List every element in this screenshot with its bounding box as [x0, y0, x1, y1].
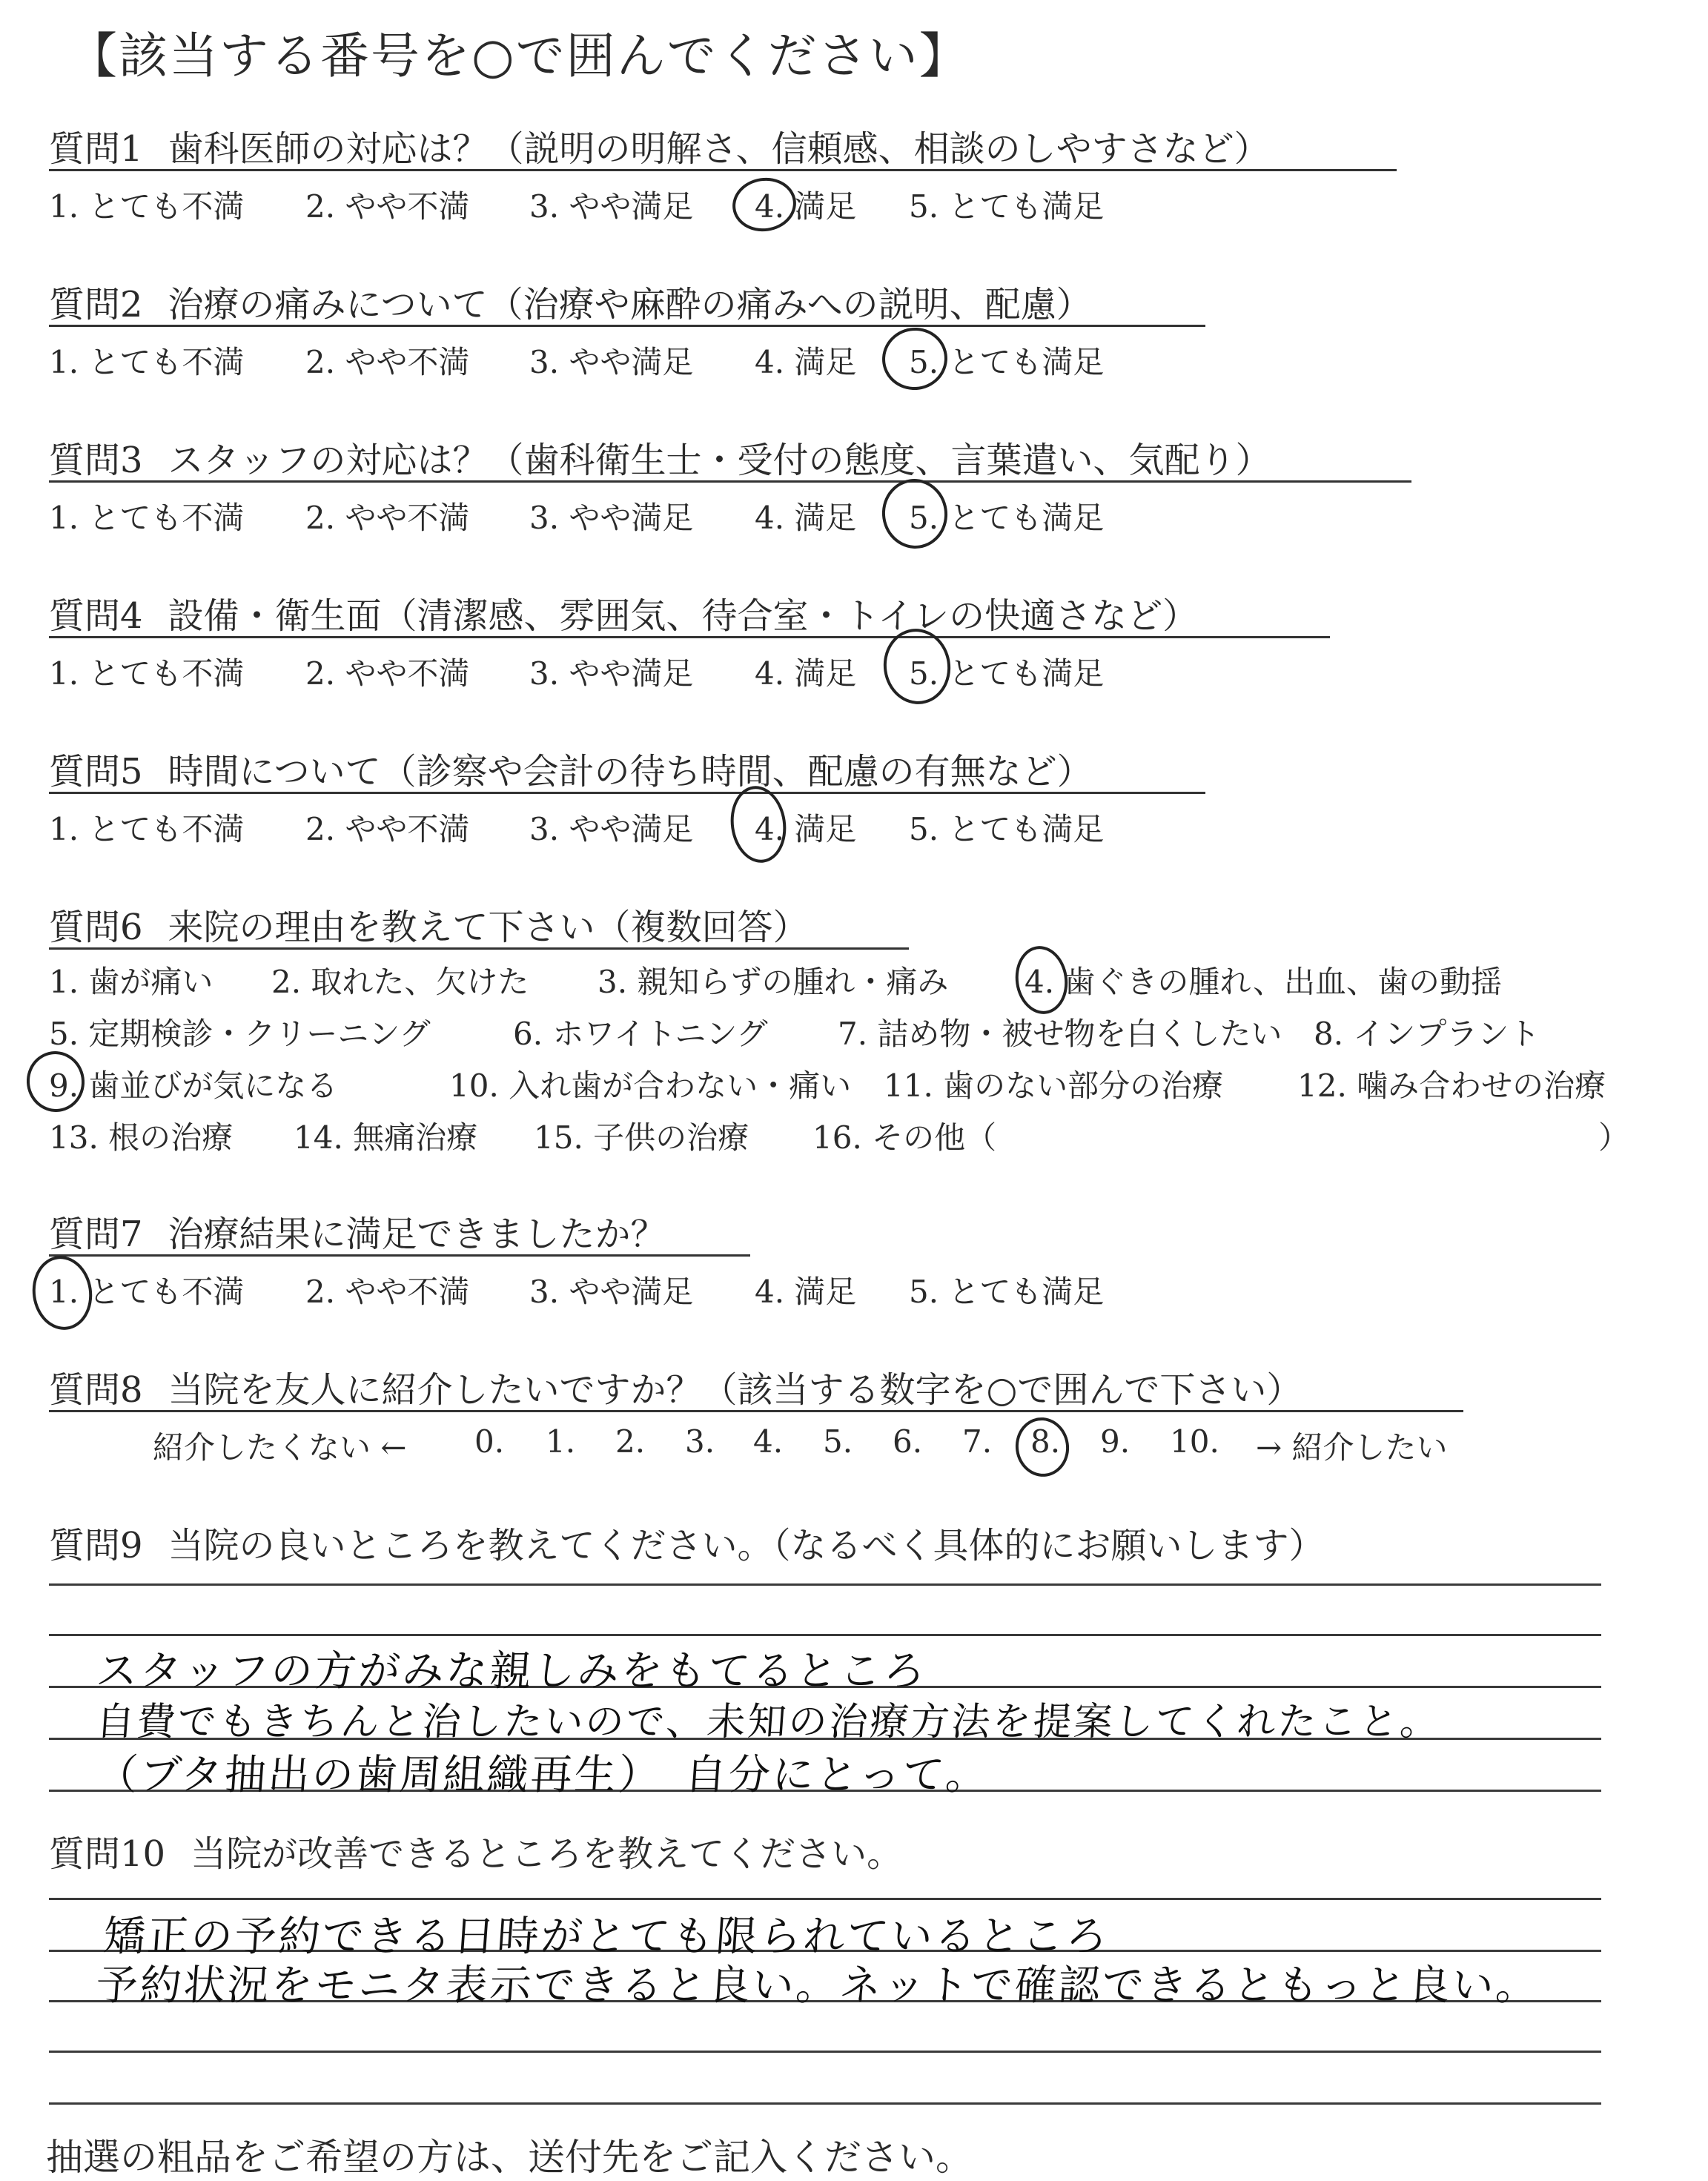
q7-option-1[interactable]: 1. とても不満 [49, 1274, 245, 1310]
q7-option-5[interactable]: 5. とても満足 [909, 1274, 1105, 1310]
q3-option-2[interactable]: 2. やや不満 [305, 500, 470, 536]
q4-option-4[interactable]: 4. 満足 [755, 655, 857, 692]
question-5-underline [49, 792, 1205, 794]
question-1-number: 質問1 [49, 128, 143, 170]
question-5-heading [49, 743, 1093, 794]
question-3-underline [49, 480, 1411, 483]
q6-option-7[interactable]: 7. 詰め物・被せ物を白くしたい [838, 1016, 1282, 1052]
question-10-number: 質問10 [49, 1833, 166, 1875]
footer-note: 抽選の粗品をご希望の方は、送付先をご記入ください。 [46, 2136, 973, 2179]
q7-selection-circle [27, 1252, 96, 1334]
q6-option-12[interactable]: 12. 噛み合わせの治療 [1297, 1068, 1606, 1104]
q9-handwritten-answer-3: （ブタ抽出の歯周組織再生） 自分にとって。 [94, 1751, 991, 1799]
q5-option-2[interactable]: 2. やや不満 [305, 811, 470, 847]
q6-option-9[interactable]: 9. 歯並びが気になる [49, 1068, 338, 1104]
question-3-text: スタッフの対応は？（歯科衛生士・受付の態度、言葉遣い、気配り） [168, 440, 1271, 481]
q6-option-5[interactable]: 5. 定期検診・クリーニング [49, 1016, 431, 1052]
question-2-heading [49, 276, 1092, 327]
question-9-heading [49, 1517, 1325, 1568]
q4-option-3[interactable]: 3. やや満足 [529, 655, 694, 692]
q6-option-3[interactable]: 3. 親知らずの腫れ・痛み [598, 964, 949, 1000]
q5-option-3[interactable]: 3. やや満足 [529, 811, 694, 847]
question-7-underline [49, 1254, 750, 1257]
q8-scale-10[interactable]: 10. [1170, 1423, 1219, 1460]
q6-option-14[interactable]: 14. 無痛治療 [294, 1119, 478, 1156]
question-1-heading [49, 120, 1270, 171]
question-4-text: 設備・衛生面（清潔感、雰囲気、待合室・トイレの快適さなど） [168, 595, 1199, 637]
q8-scale-3[interactable]: 3. [685, 1423, 715, 1460]
question-4-underline [49, 636, 1330, 638]
question-1-text: 歯科医師の対応は？（説明の明解さ、信頼感、相談のしやすさなど） [168, 128, 1270, 170]
q4-option-1[interactable]: 1. とても不満 [49, 655, 245, 692]
q8-right-label: → 紹介したい [1256, 1429, 1448, 1466]
question-5-number: 質問5 [49, 751, 143, 792]
q8-scale-9[interactable]: 9. [1100, 1423, 1131, 1460]
q6-option-15[interactable]: 15. 子供の治療 [534, 1119, 749, 1156]
question-2-text: 治療の痛みについて（治療や麻酔の痛みへの説明、配慮） [168, 284, 1092, 325]
q2-option-1[interactable]: 1. とても不満 [49, 344, 245, 380]
q5-option-1[interactable]: 1. とても不満 [49, 811, 245, 847]
q6-option-2[interactable]: 2. 取れた、欠けた [271, 964, 529, 1000]
q9-handwritten-answer-1: スタッフの方がみな親しみをもてるところ [94, 1647, 929, 1695]
q10-answer-line-5 [49, 2102, 1601, 2105]
q9-answer-line-2 [49, 1634, 1601, 1636]
question-9-text: 当院の良いところを教えてください。（なるべく具体的にお願いします） [168, 1525, 1325, 1566]
question-3-number: 質問3 [49, 440, 143, 481]
q3-selection-circle [878, 474, 952, 552]
q1-option-3[interactable]: 3. やや満足 [529, 188, 694, 225]
question-1-underline [49, 169, 1397, 171]
q5-option-4[interactable]: 4. 満足 [755, 811, 857, 847]
question-8-heading [49, 1361, 1302, 1412]
question-6-underline [49, 947, 909, 950]
q6-option-13[interactable]: 13. 根の治療 [49, 1119, 234, 1156]
question-8-underline [49, 1410, 1463, 1412]
q1-option-2[interactable]: 2. やや不満 [305, 188, 470, 225]
question-9-number: 質問9 [49, 1525, 143, 1566]
q6-option-11[interactable]: 11. 歯のない部分の治療 [884, 1068, 1224, 1104]
q8-left-label: 紹介したくない ← [153, 1429, 407, 1466]
q6-option-10[interactable]: 10. 入れ歯が合わない・痛い [449, 1068, 852, 1104]
q6-other-close-paren: ） [1598, 1119, 1630, 1156]
q6-option-6[interactable]: 6. ホワイトニング [513, 1016, 768, 1052]
q2-selection-circle [878, 323, 952, 394]
q5-option-5[interactable]: 5. とても満足 [909, 811, 1105, 847]
question-5-text: 時間について（診察や会計の待ち時間、配慮の有無など） [168, 751, 1093, 792]
question-4-number: 質問4 [49, 595, 143, 637]
q2-option-3[interactable]: 3. やや満足 [529, 344, 694, 380]
q9-handwritten-answer-2: 自費でもきちんと治したいので、未知の治療方法を提案してくれたこと。 [94, 1700, 1443, 1744]
question-6-text: 来院の理由を教えて下さい（複数回答） [168, 907, 809, 948]
question-2-number: 質問2 [49, 284, 143, 325]
q6-option-1[interactable]: 1. 歯が痛い [49, 964, 214, 1000]
q1-option-1[interactable]: 1. とても不満 [49, 188, 245, 225]
q3-option-1[interactable]: 1. とても不満 [49, 500, 245, 536]
q10-handwritten-answer-2: 予約状況をモニタ表示できると良い。ネットで確認できるともっと良い。 [94, 1962, 1541, 2010]
q8-scale-6[interactable]: 6. [893, 1423, 923, 1460]
question-6-number: 質問6 [49, 907, 143, 948]
question-10-text: 当院が改善できるところを教えてください。 [191, 1833, 903, 1875]
q10-answer-line-1 [49, 1898, 1601, 1900]
q8-scale-5[interactable]: 5. [823, 1423, 853, 1460]
q6-option-16[interactable]: 16. その他（ [812, 1119, 997, 1156]
q8-scale-0[interactable]: 0. [474, 1423, 505, 1460]
q6-option-4[interactable]: 4. 歯ぐきの腫れ、出血、歯の動揺 [1025, 964, 1502, 1000]
q8-scale-8[interactable]: 8. [1030, 1423, 1061, 1460]
q3-option-5[interactable]: 5. とても満足 [909, 500, 1105, 536]
question-7-heading [49, 1205, 666, 1257]
question-10-heading [49, 1825, 902, 1876]
q6-option-8[interactable]: 8. インプラント [1314, 1016, 1540, 1052]
q4-option-5[interactable]: 5. とても満足 [909, 655, 1105, 692]
question-4-heading [49, 587, 1198, 638]
q8-scale-7[interactable]: 7. [962, 1423, 993, 1460]
q7-option-4[interactable]: 4. 満足 [755, 1274, 857, 1310]
q7-option-2[interactable]: 2. やや不満 [305, 1274, 470, 1310]
q9-answer-line-1 [49, 1583, 1601, 1586]
question-7-number: 質問7 [49, 1214, 143, 1255]
question-8-number: 質問8 [49, 1369, 143, 1411]
q2-option-2[interactable]: 2. やや不満 [305, 344, 470, 380]
q8-scale-2[interactable]: 2. [615, 1423, 646, 1460]
q3-option-4[interactable]: 4. 満足 [755, 500, 857, 536]
q6-selection-circle-4 [1011, 943, 1072, 1018]
question-6-heading [49, 898, 809, 950]
q1-option-4[interactable]: 4. 満足 [755, 188, 857, 225]
page-title: 【該当する番号を○で囲んでください】 [68, 27, 970, 85]
q2-option-4[interactable]: 4. 満足 [755, 344, 857, 380]
q8-scale-1[interactable]: 1. [546, 1423, 576, 1460]
q10-handwritten-answer-1: 矯正の予約できる日時がとても限られているところ [102, 1913, 1111, 1961]
q3-option-3[interactable]: 3. やや満足 [529, 500, 694, 536]
q8-scale-4[interactable]: 4. [753, 1423, 784, 1460]
q7-option-3[interactable]: 3. やや満足 [529, 1274, 694, 1310]
q10-answer-line-4 [49, 2051, 1601, 2053]
q2-option-5[interactable]: 5. とても満足 [909, 344, 1105, 380]
question-7-text: 治療結果に満足できましたか？ [168, 1214, 666, 1255]
q1-option-5[interactable]: 5. とても満足 [909, 188, 1105, 225]
q8-scale [0, 1423, 1708, 1468]
q5-selection-circle [726, 782, 791, 866]
q4-option-2[interactable]: 2. やや不満 [305, 655, 470, 692]
question-8-text: 当院を友人に紹介したいですか？（該当する数字を○で囲んで下さい） [168, 1369, 1302, 1411]
question-3-heading [49, 431, 1271, 483]
question-2-underline [49, 325, 1205, 327]
